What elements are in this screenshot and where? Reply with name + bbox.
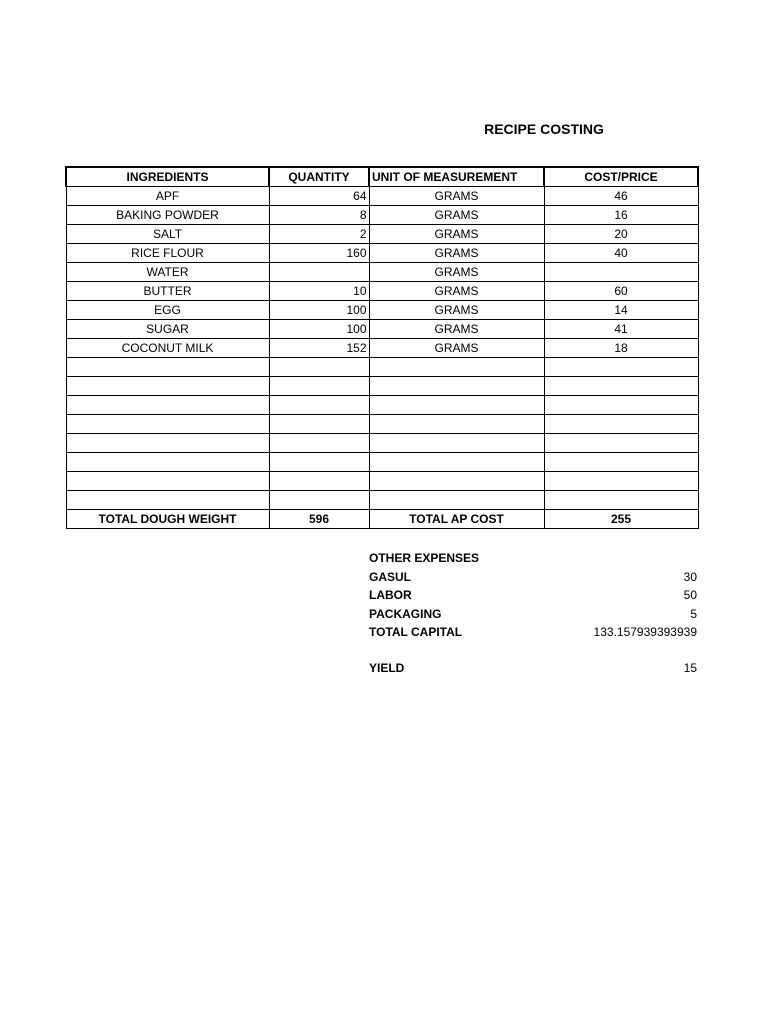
cost-cell: 46 xyxy=(544,187,698,206)
cost-cell xyxy=(544,358,698,377)
total-dough-weight-label: TOTAL DOUGH WEIGHT xyxy=(66,510,269,529)
unit-cell xyxy=(369,377,544,396)
ingredient-cell xyxy=(66,396,269,415)
table-row xyxy=(66,282,698,301)
cost-cell xyxy=(544,396,698,415)
ingredient-cell: SALT xyxy=(66,225,269,244)
unit-cell xyxy=(369,415,544,434)
unit-cell xyxy=(369,396,544,415)
quantity-cell xyxy=(269,415,369,434)
table-row xyxy=(66,225,698,244)
yield-label: YIELD xyxy=(369,660,405,675)
ingredient-cell: WATER xyxy=(66,263,269,282)
unit-cell: GRAMS xyxy=(369,225,544,244)
page-title: RECIPE COSTING xyxy=(484,121,604,137)
ingredient-cell: APF xyxy=(66,187,269,206)
cost-cell: 41 xyxy=(544,320,698,339)
ingredient-cell xyxy=(66,377,269,396)
unit-cell: GRAMS xyxy=(369,244,544,263)
quantity-cell: 64 xyxy=(269,187,369,206)
table-row xyxy=(66,301,698,320)
cost-cell xyxy=(544,491,698,510)
header-ingredients: INGREDIENTS xyxy=(66,167,269,187)
cost-cell xyxy=(544,472,698,491)
table-row xyxy=(66,339,698,358)
table-row xyxy=(66,472,698,491)
total-ap-cost-value: 255 xyxy=(544,510,698,529)
ingredient-cell: SUGAR xyxy=(66,320,269,339)
unit-cell: GRAMS xyxy=(369,339,544,358)
table-row xyxy=(66,244,698,263)
expense-row xyxy=(369,586,697,605)
expense-value: 50 xyxy=(683,588,697,602)
expense-label: TOTAL CAPITAL xyxy=(369,625,463,639)
ingredient-cell xyxy=(66,453,269,472)
table-row xyxy=(66,320,698,339)
expense-value: 30 xyxy=(683,569,697,584)
other-expenses-header-row xyxy=(369,549,697,568)
table-row xyxy=(66,434,698,453)
cost-cell xyxy=(544,377,698,396)
expense-label: PACKAGING xyxy=(369,606,442,621)
quantity-cell: 152 xyxy=(269,339,369,358)
expense-row xyxy=(369,605,697,624)
expense-value: 5 xyxy=(690,606,697,621)
quantity-cell: 2 xyxy=(269,225,369,244)
quantity-cell xyxy=(269,396,369,415)
table-row xyxy=(66,453,698,472)
ingredient-cell xyxy=(66,415,269,434)
expense-row xyxy=(369,623,697,642)
cost-cell: 14 xyxy=(544,301,698,320)
quantity-cell: 100 xyxy=(269,320,369,339)
ingredient-cell: RICE FLOUR xyxy=(66,244,269,263)
unit-cell: GRAMS xyxy=(369,320,544,339)
expense-items xyxy=(369,568,697,642)
quantity-cell: 8 xyxy=(269,206,369,225)
quantity-cell xyxy=(269,263,369,282)
unit-cell xyxy=(369,453,544,472)
header-cost: COST/PRICE xyxy=(544,167,698,187)
unit-cell xyxy=(369,472,544,491)
ingredient-cell xyxy=(66,491,269,510)
cost-cell xyxy=(544,415,698,434)
table-body xyxy=(66,187,698,510)
cost-cell: 18 xyxy=(544,339,698,358)
table-header-row xyxy=(66,167,698,187)
quantity-cell: 160 xyxy=(269,244,369,263)
cost-cell: 40 xyxy=(544,244,698,263)
expense-value: 133.157939393939 xyxy=(593,625,697,639)
quantity-cell xyxy=(269,453,369,472)
cost-cell: 16 xyxy=(544,206,698,225)
table-row xyxy=(66,358,698,377)
cost-cell xyxy=(544,263,698,282)
table-row xyxy=(66,263,698,282)
table-row xyxy=(66,187,698,206)
recipe-costing-table xyxy=(65,166,699,529)
unit-cell: GRAMS xyxy=(369,282,544,301)
expense-label: LABOR xyxy=(369,588,412,602)
ingredient-cell: BUTTER xyxy=(66,282,269,301)
unit-cell: GRAMS xyxy=(369,187,544,206)
header-quantity: QUANTITY xyxy=(269,167,369,187)
table-row xyxy=(66,491,698,510)
quantity-cell: 10 xyxy=(269,282,369,301)
table-row xyxy=(66,415,698,434)
unit-cell: GRAMS xyxy=(369,301,544,320)
ingredient-cell xyxy=(66,358,269,377)
cost-cell xyxy=(544,453,698,472)
yield-value: 15 xyxy=(683,660,697,675)
total-dough-weight-value: 596 xyxy=(269,510,369,529)
unit-cell: GRAMS xyxy=(369,263,544,282)
quantity-cell xyxy=(269,472,369,491)
unit-cell xyxy=(369,491,544,510)
total-ap-cost-label: TOTAL AP COST xyxy=(369,510,544,529)
ingredient-cell xyxy=(66,472,269,491)
ingredient-cell: COCONUT MILK xyxy=(66,339,269,358)
other-expenses-section xyxy=(369,549,697,677)
ingredient-cell xyxy=(66,434,269,453)
ingredient-cell: EGG xyxy=(66,301,269,320)
table-row xyxy=(66,206,698,225)
quantity-cell xyxy=(269,491,369,510)
table-row xyxy=(66,377,698,396)
cost-cell xyxy=(544,434,698,453)
quantity-cell xyxy=(269,358,369,377)
totals-row xyxy=(66,510,698,529)
ingredient-cell: BAKING POWDER xyxy=(66,206,269,225)
quantity-cell xyxy=(269,434,369,453)
expense-label: GASUL xyxy=(369,569,411,584)
unit-cell xyxy=(369,434,544,453)
unit-cell xyxy=(369,358,544,377)
unit-cell: GRAMS xyxy=(369,206,544,225)
quantity-cell: 100 xyxy=(269,301,369,320)
table-row xyxy=(66,396,698,415)
header-unit: UNIT OF MEASUREMENT xyxy=(369,167,544,187)
quantity-cell xyxy=(269,377,369,396)
other-expenses-header: OTHER EXPENSES xyxy=(369,551,480,565)
cost-cell: 60 xyxy=(544,282,698,301)
yield-row xyxy=(369,659,697,678)
expense-row xyxy=(369,568,697,587)
cost-cell: 20 xyxy=(544,225,698,244)
